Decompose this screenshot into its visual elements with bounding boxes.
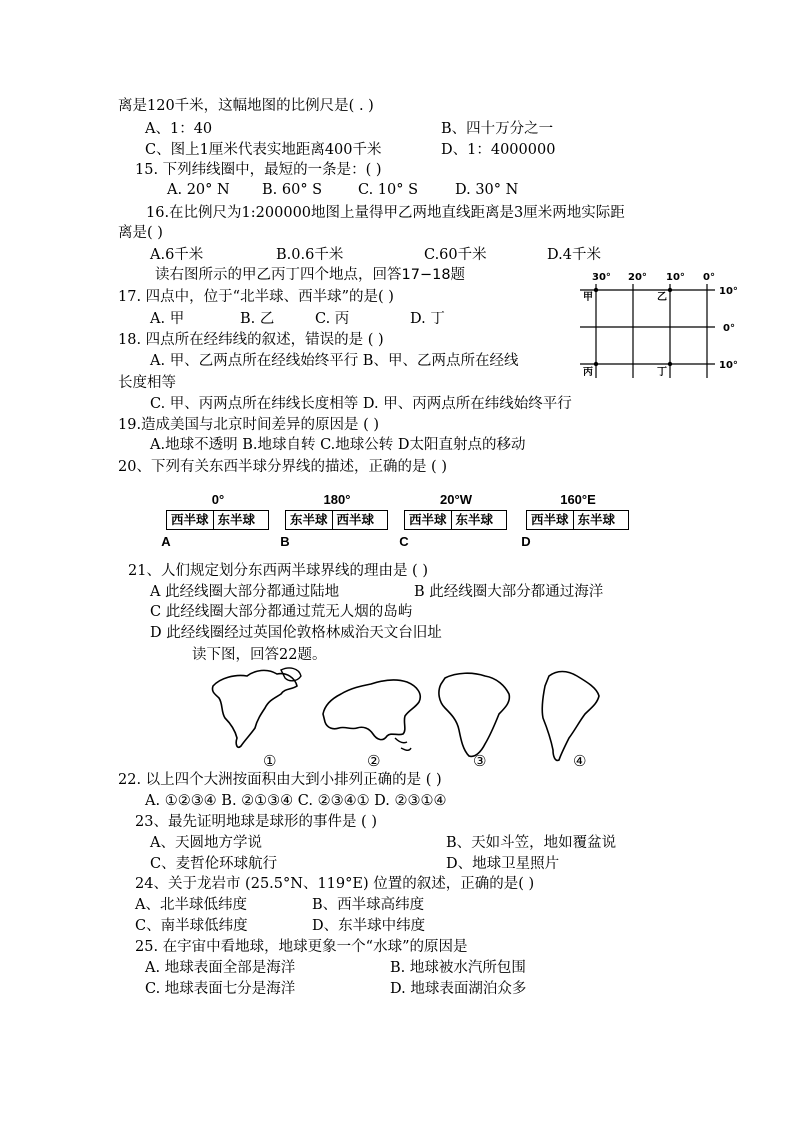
- hem-left: 西半球: [171, 512, 209, 527]
- hem-right: 东半球: [451, 511, 498, 529]
- q14-option-c: C、图上1厘米代表实地距离400千米: [145, 142, 382, 158]
- q25-stem: 25. 在宇宙中看地球，地球更象一个“水球”的原因是: [135, 939, 468, 955]
- q24-option-c: C、南半球低纬度: [135, 918, 248, 934]
- q24-option-d: D、东半球中纬度: [312, 918, 426, 934]
- point-jia-label: 甲: [583, 292, 593, 303]
- north-america-outline: [212, 670, 297, 747]
- point-ding-label: 丁: [657, 367, 667, 378]
- q19-options: A.地球不透明 B.地球自转 C.地球公转 D太阳直射点的移动: [150, 437, 526, 453]
- point-bing-marker: [594, 362, 598, 366]
- q23-stem: 23、最先证明地球是球形的事件是 ( ): [135, 814, 377, 830]
- hem-left: 东半球: [290, 512, 328, 527]
- continent-label-4: ④: [573, 752, 587, 770]
- grid-lat-label-0: 0°: [723, 323, 735, 334]
- q17-option-a: A. 甲: [150, 311, 185, 327]
- hem-letter: C: [399, 534, 409, 549]
- continents-figure: [205, 664, 625, 770]
- q15-option-b: B. 60° S: [262, 182, 323, 198]
- point-jia-marker: [594, 288, 598, 292]
- grid-lon-label-30: 30°: [592, 272, 611, 283]
- q21-option-b: B 此经线圈大部分都通过海洋: [414, 584, 604, 600]
- grid-lon-label-10: 10°: [666, 272, 685, 283]
- point-yi-marker: [668, 288, 672, 292]
- point-yi-label: 乙: [657, 292, 667, 303]
- q16-stem-cont: 离是( ): [118, 225, 163, 241]
- hem-degree: 20°W: [440, 492, 472, 507]
- continent-label-3: ③: [473, 752, 487, 770]
- hem-letter: D: [521, 534, 531, 549]
- q19-stem: 19.造成美国与北京时间差异的原因是 ( ): [118, 417, 380, 433]
- q14-option-d: D、1：4000000: [441, 142, 556, 158]
- q21-stem: 21、人们规定划分东西两半球界线的理由是 ( ): [128, 563, 428, 579]
- hem-right: 西半球: [332, 511, 379, 529]
- continent-label-2: ②: [367, 752, 381, 770]
- q15-stem: 15. 下列纬线圈中，最短的一条是：( ): [135, 162, 382, 178]
- q21-option-c: C 此经线圈大部分都通过荒无人烟的岛屿: [150, 604, 413, 620]
- q17-option-d: D. 丁: [410, 311, 445, 327]
- continent-label-1: ①: [263, 752, 277, 770]
- point-ding-marker: [668, 362, 672, 366]
- q16-option-c: C.60千米: [424, 247, 487, 263]
- q16-stem: 16.在比例尺为1:200000地图上量得甲乙两地直线距离是3厘米两地实际距: [146, 205, 625, 221]
- q25-option-d: D. 地球表面湖泊众多: [390, 981, 527, 997]
- south-america-outline: [542, 672, 599, 761]
- q15-option-d: D. 30° N: [455, 182, 519, 198]
- q18-stem: 18. 四点所在经纬线的叙述，错误的是 ( ): [118, 332, 384, 348]
- q14-option-b: B、四十万分之一: [441, 121, 554, 137]
- hem-right: 东半球: [213, 511, 260, 529]
- q16-option-a: A.6千米: [150, 247, 204, 263]
- q14-option-a: A、1：40: [145, 121, 213, 137]
- q14-stem-cont: 离是120千米，这幅地图的比例尺是( . ): [118, 98, 374, 114]
- q23-option-d: D、地球卫星照片: [446, 856, 560, 872]
- read-17-18: 读右图所示的甲乙丙丁四个地点，回答17−18题: [155, 267, 466, 283]
- q16-option-d: D.4千米: [547, 247, 601, 263]
- q24-option-b: B、西半球高纬度: [312, 897, 425, 913]
- grid-lon-label-0: 0°: [703, 272, 715, 283]
- q18-option-cd: C. 甲、丙两点所在纬线长度相等 D. 甲、丙两点所在纬线始终平行: [150, 396, 572, 412]
- q24-stem: 24、关于龙岩市 (25.5°N、119°E) 位置的叙述，正确的是( ): [135, 876, 535, 892]
- hem-right: 东半球: [573, 511, 620, 529]
- hem-degree: 180°: [323, 492, 351, 507]
- q22-stem: 22. 以上四个大洲按面积由大到小排列正确的是 ( ): [118, 772, 442, 788]
- grid-lon-label-20: 20°: [628, 272, 647, 283]
- q18-option-ab: A. 甲、乙两点所在经线始终平行 B、甲、乙两点所在经线: [150, 353, 519, 369]
- q22-options: A. ①②③④ B. ②①③④ C. ②③④① D. ②③①④: [145, 793, 447, 809]
- q25-option-c: C. 地球表面七分是海洋: [145, 981, 296, 997]
- q17-stem: 17. 四点中，位于“北半球、西半球”的是( ): [118, 289, 394, 305]
- q23-option-a: A、天圆地方学说: [150, 835, 262, 851]
- q15-option-a: A. 20° N: [167, 182, 230, 198]
- q16-option-b: B.0.6千米: [276, 247, 344, 263]
- q21-option-d: D 此经线圈经过英国伦敦格林威治天文台旧址: [150, 625, 442, 641]
- q23-option-c: C、麦哲伦环球航行: [150, 856, 278, 872]
- q20-stem: 20、下列有关东西半球分界线的描述，正确的是 ( ): [118, 459, 447, 475]
- q24-option-a: A、北半球低纬度: [135, 897, 247, 913]
- hem-degree: 160°E: [560, 492, 596, 507]
- hem-degree: 0°: [211, 492, 225, 507]
- hem-letter: B: [280, 534, 290, 549]
- grid-lat-label-10s: 10°: [719, 360, 738, 371]
- point-bing-label: 丙: [583, 367, 593, 378]
- q25-option-a: A. 地球表面全部是海洋: [145, 960, 296, 976]
- eurasia-outline: [323, 680, 420, 740]
- africa-outline: [439, 673, 509, 756]
- q17-option-c: C. 丙: [315, 311, 350, 327]
- q15-option-c: C. 10° S: [358, 182, 419, 198]
- q18-option-ab-cont: 长度相等: [118, 375, 176, 391]
- southeast-asia-islands: [395, 738, 411, 750]
- hem-left: 西半球: [409, 512, 447, 527]
- read-22: 读下图，回答22题。: [192, 647, 327, 663]
- lat-long-grid-figure: [575, 266, 745, 384]
- grid-lat-label-10n: 10°: [719, 286, 738, 297]
- q17-option-b: B. 乙: [240, 311, 275, 327]
- q25-option-b: B. 地球被水汽所包围: [390, 960, 526, 976]
- hem-letter: A: [161, 534, 171, 549]
- q21-option-a: A 此经线圈大部分都通过陆地: [150, 584, 340, 600]
- hem-left: 西半球: [531, 512, 569, 527]
- q23-option-b: B、天如斗笠，地如覆盆说: [446, 835, 617, 851]
